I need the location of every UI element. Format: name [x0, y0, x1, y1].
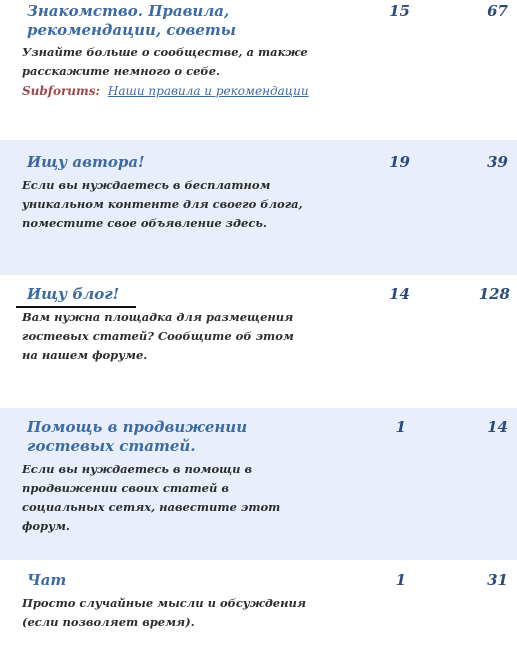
post-count: 14 [487, 418, 508, 436]
forum-title-link[interactable]: Помощь в продвижении гостевых статей. [27, 418, 248, 455]
forum-description: Вам нужна площадка для размещения гостевых статей? Сообщите об этом на нашем форуме. [22, 310, 294, 362]
forum-title-link[interactable]: Чат [27, 571, 67, 589]
post-count: 67 [487, 2, 508, 20]
subforum-link[interactable]: Наши правила и рекомендации [107, 84, 309, 98]
topic-count: 1 [395, 418, 406, 436]
forum-description: Если вы нуждаетесь в помощи в продвижении своих статей в социальных сетях, навестите этот форум. [22, 462, 281, 533]
forum-row [0, 560, 517, 648]
subforums [22, 83, 309, 99]
topic-count: 15 [389, 2, 410, 20]
forum-title-link[interactable]: Ищу блог! [27, 285, 120, 303]
forum-description: Если вы нуждаетесь в бесплатном уникальном контенте для своего блога, поместите свое объявление здесь. [22, 178, 303, 230]
forum-row [0, 275, 517, 408]
topic-count: 19 [389, 153, 410, 171]
forum-description: Узнайте больше о сообществе, а также расскажите немного о себе. [22, 45, 308, 78]
topic-count: 14 [389, 285, 410, 303]
forum-description: Просто случайные мысли и обсуждения (если позволяет время). [22, 596, 307, 629]
post-count: 128 [478, 285, 510, 303]
post-count: 39 [487, 153, 508, 171]
forum-row [0, 0, 517, 140]
forum-title-link[interactable]: Знакомство. Правила, рекомендации, советы [27, 2, 237, 39]
subforums-label: Subforums: [22, 84, 100, 98]
topic-count: 1 [395, 571, 406, 589]
hover-underline [16, 306, 136, 308]
post-count: 31 [487, 571, 508, 589]
forum-row [0, 408, 517, 560]
forum-row [0, 140, 517, 275]
forum-title-link[interactable]: Ищу автора! [27, 153, 145, 171]
